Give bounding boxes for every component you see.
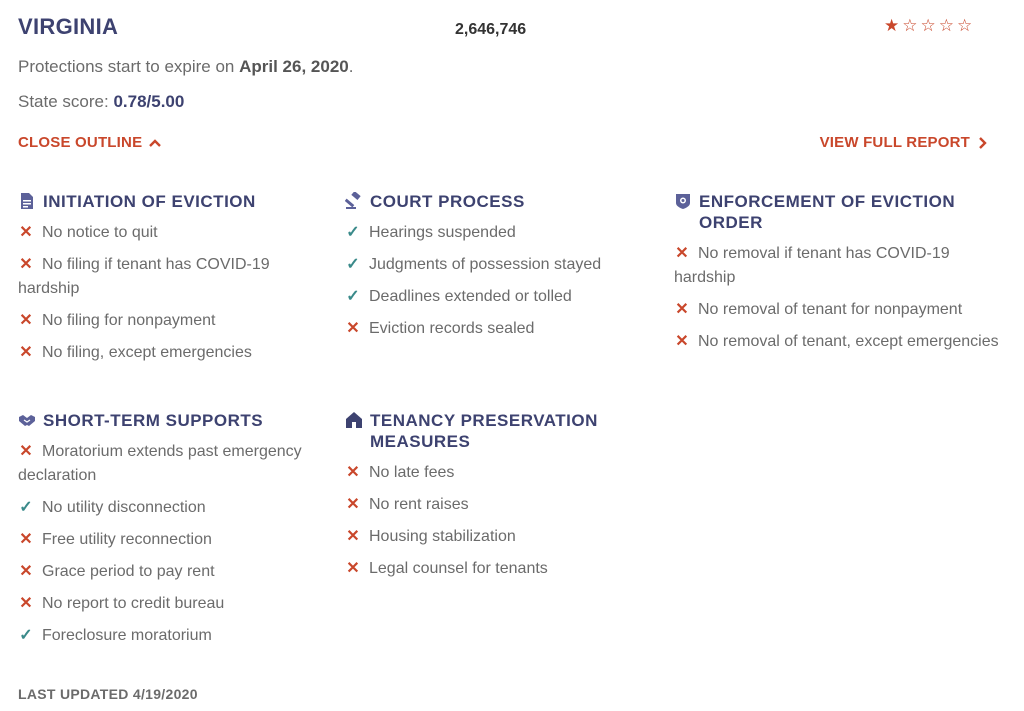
list-item	[674, 330, 1004, 354]
handshake-icon	[18, 411, 36, 429]
item-list	[18, 221, 318, 365]
list-item	[345, 317, 645, 341]
item-text: Housing stabilization	[369, 528, 516, 545]
item-text: Judgments of possession stayed	[369, 256, 602, 273]
list-item	[18, 440, 318, 488]
list-item	[674, 298, 1004, 322]
item-list	[345, 461, 645, 581]
cross-icon: ✕	[19, 312, 33, 329]
close-outline-link[interactable]	[18, 134, 162, 151]
item-text: No removal of tenant, except emergencies	[698, 333, 999, 350]
check-icon: ✓	[346, 288, 360, 305]
item-text: No filing, except emergencies	[42, 344, 252, 361]
list-item	[18, 341, 318, 365]
list-item	[18, 496, 318, 520]
document-icon	[18, 192, 36, 210]
star-empty-icon: ☆	[957, 16, 973, 35]
item-text: No report to credit bureau	[42, 595, 225, 612]
expire-prefix: Protections start to expire on	[18, 57, 240, 76]
item-text: No filing for nonpayment	[42, 312, 216, 329]
cross-icon: ✕	[19, 563, 33, 580]
item-text: No utility disconnection	[42, 499, 206, 516]
item-text: No rent raises	[369, 496, 469, 513]
list-item	[345, 285, 645, 309]
check-icon: ✓	[19, 627, 33, 644]
close-outline-label: CLOSE OUTLINE	[18, 134, 143, 151]
list-item	[345, 221, 645, 245]
star-empty-icon: ☆	[938, 16, 954, 35]
section-title: SHORT-TERM SUPPORTS	[43, 411, 264, 430]
list-item	[18, 560, 318, 584]
item-text: No removal of tenant for nonpayment	[698, 301, 963, 318]
list-item	[345, 253, 645, 277]
item-text: Free utility reconnection	[42, 531, 212, 548]
item-text: Legal counsel for tenants	[369, 560, 548, 577]
cross-icon: ✕	[346, 528, 360, 545]
item-list	[674, 242, 1004, 354]
section-enforcement	[674, 191, 1004, 362]
list-item	[345, 525, 645, 549]
star-empty-icon: ☆	[902, 16, 918, 35]
list-item	[18, 624, 318, 648]
cross-icon: ✕	[675, 245, 689, 262]
badge-icon	[674, 192, 692, 210]
item-text: Hearings suspended	[369, 224, 516, 241]
star-empty-icon: ☆	[920, 16, 936, 35]
view-full-report-label: VIEW FULL REPORT	[819, 134, 970, 151]
section-title: INITIATION OF EVICTION	[43, 192, 256, 211]
check-icon: ✓	[346, 256, 360, 273]
list-item	[345, 557, 645, 581]
section-court	[345, 191, 645, 349]
section-supports	[18, 410, 318, 656]
cross-icon: ✕	[346, 320, 360, 337]
list-item	[18, 253, 318, 301]
last-updated: LAST UPDATED 4/19/2020	[18, 686, 198, 702]
cross-icon: ✕	[19, 531, 33, 548]
expire-date: April 26, 2020	[239, 57, 349, 76]
star-rating	[884, 16, 972, 36]
cross-icon: ✕	[19, 224, 33, 241]
expire-note	[18, 57, 353, 77]
state-score	[18, 92, 184, 112]
cross-icon: ✕	[19, 443, 33, 460]
view-full-report-link[interactable]	[820, 134, 990, 151]
state-name: VIRGINIA	[18, 14, 119, 39]
section-title: ENFORCEMENT OF EVICTION ORDER	[699, 192, 956, 232]
section-title: TENANCY PRESERVATION MEASURES	[370, 411, 598, 451]
list-item	[18, 528, 318, 552]
cross-icon: ✕	[19, 344, 33, 361]
section-initiation	[18, 191, 318, 373]
check-icon: ✓	[346, 224, 360, 241]
check-icon: ✓	[19, 499, 33, 516]
item-text: Foreclosure moratorium	[42, 627, 212, 644]
score-prefix: State score:	[18, 92, 114, 111]
list-item	[18, 221, 318, 245]
section-tenancy	[345, 410, 645, 589]
cross-icon: ✕	[675, 333, 689, 350]
list-item	[674, 242, 1004, 290]
list-item	[345, 493, 645, 517]
cross-icon: ✕	[19, 256, 33, 273]
item-list	[18, 440, 318, 648]
cross-icon: ✕	[346, 496, 360, 513]
expire-suffix: .	[348, 57, 354, 76]
item-text: Moratorium extends past emergency declaration	[18, 443, 302, 484]
renters-count: 2,646,746	[455, 21, 527, 38]
house-icon	[345, 411, 363, 429]
cross-icon: ✕	[19, 595, 33, 612]
star-filled-icon: ★	[884, 16, 900, 35]
list-item	[18, 309, 318, 333]
cross-icon: ✕	[346, 560, 360, 577]
item-text: No removal if tenant has COVID-19 hardship	[674, 245, 950, 286]
score-value: 0.78/5.00	[113, 92, 185, 111]
item-text: Eviction records sealed	[369, 320, 535, 337]
item-text: No notice to quit	[42, 224, 158, 241]
gavel-icon	[345, 192, 363, 210]
list-item	[18, 592, 318, 616]
item-text: No late fees	[369, 464, 455, 481]
cross-icon: ✕	[346, 464, 360, 481]
item-list	[345, 221, 645, 341]
chevron-up-icon	[148, 136, 162, 150]
chevron-right-icon	[976, 136, 990, 150]
list-item	[345, 461, 645, 485]
item-text: Grace period to pay rent	[42, 563, 215, 580]
item-text: No filing if tenant has COVID-19 hardship	[18, 256, 270, 297]
item-text: Deadlines extended or tolled	[369, 288, 572, 305]
section-title: COURT PROCESS	[370, 192, 525, 211]
cross-icon: ✕	[675, 301, 689, 318]
